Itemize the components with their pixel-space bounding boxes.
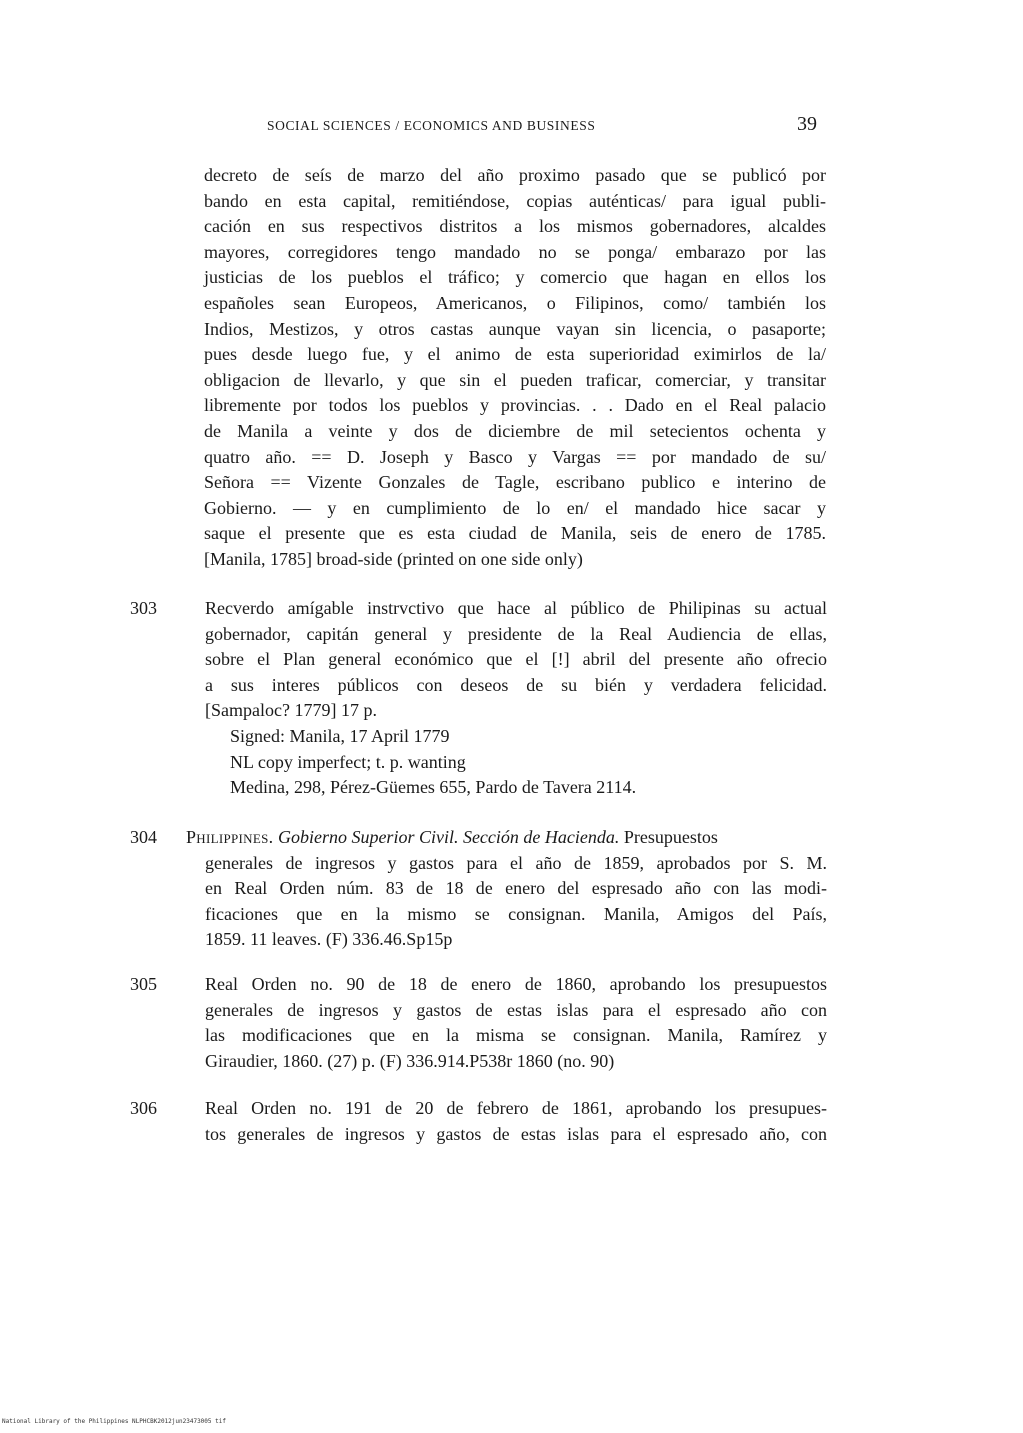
text-line: Indios, Mestizos, y otros castas aunque vayan sin licencia, o pasaporte; [204, 318, 826, 339]
text-line: obligacion de llevarlo, y que sin el pueden traficar, comerciar, y transitar [204, 369, 826, 390]
entry-heading-line [186, 825, 827, 851]
entry-303 [205, 596, 827, 801]
entry-305 [205, 972, 827, 1074]
text-line: saque el presente que es esta ciudad de Manila, seis de enero de 1785. [204, 523, 826, 544]
note-line: Medina, 298, Pérez-Güemes 655, Pardo de Tavera 2114. [230, 777, 637, 798]
text-line: generales de ingresos y gastos para el año de 1859, aprobados por S. M. [205, 852, 827, 873]
text-line: bando en esta capital, remitiéndose, copias auténticas/ para igual publi- [204, 190, 826, 211]
entry-304 [186, 825, 827, 851]
text-line: de Manila a veinte y dos de diciembre de mil setecientos ochenta y [204, 420, 826, 441]
call-number: (F) 336.914.P538r 1860 (no. 90) [379, 1050, 615, 1071]
entry-number: 305 [130, 974, 157, 994]
text-line: libremente por todos los pueblos y provincias. . . Dado en el Real palacio [204, 395, 826, 416]
note-line: Signed: Manila, 17 April 1779 [230, 725, 450, 746]
text-line: [Sampaloc? 1779] 17 p. [205, 700, 377, 721]
text-line: ficaciones que en la mismo se consignan. Manila, Amigos del País, [205, 903, 827, 924]
corporate-subheading: Gobierno Superior Civil. Sección de Hacienda. [277, 827, 620, 847]
text-line: cación en sus respectivos distritos a los mismos gobernadores, alcaldes [204, 216, 826, 237]
text-line: gobernador, capitán general y presidente de la Real Audiencia de ellas, [205, 623, 827, 644]
text-line: mayores, corregidores tengo mandado no se ponga/ embarazo por las [204, 241, 826, 262]
entry-306 [205, 1096, 827, 1147]
text-line: Señora == Vizente Gonzales de Tagle, escribano publico e interino de [204, 472, 826, 493]
imprint-text: Giraudier, 1860. (27) p. [205, 1050, 376, 1071]
imprint-line [205, 927, 827, 953]
imprint-line [205, 1049, 827, 1075]
page-number: 39 [797, 113, 817, 135]
text-line: Gobierno. — y en cumplimiento de lo en/ el mandado hice sacar y [204, 497, 826, 518]
text-line: Real Orden no. 90 de 18 de enero de 1860, aprobando los presupuestos [205, 974, 827, 994]
text-line: a sus interes públicos con deseos de su bién y verdadera felicidad. [205, 674, 827, 695]
text-line: [Manila, 1785] broad-side (printed on one side only) [204, 548, 583, 569]
text-line: en Real Orden núm. 83 de 18 de enero del espresado año con las modi- [205, 878, 827, 899]
running-head: SOCIAL SCIENCES / ECONOMICS AND BUSINESS [267, 118, 596, 133]
text-line: Recverdo amígable instrvctivo que hace al público de Philipinas su actual [205, 598, 827, 618]
text-line: las modificaciones que en la misma se consignan. Manila, Ramírez y [205, 1025, 827, 1046]
text-line: generales de ingresos y gastos de estas islas para el espresado año con [205, 999, 827, 1020]
text-line: quatro año. == D. Joseph y Basco y Vargas == por mandado de su/ [204, 446, 826, 467]
title-start: Presupuestos [623, 827, 718, 847]
entry-number: 306 [130, 1098, 157, 1118]
text-line: sobre el Plan general económico que el [!] abril del presente año ofrecio [205, 649, 827, 670]
scan-credit: National Library of the Philippines NLPHCBK2012jun23473005 tif [2, 1418, 226, 1425]
entry-304-body [205, 851, 827, 953]
text-line: justicias de los pueblos el tráfico; y comercio que hagan en ellos los [204, 267, 826, 288]
text-line: Real Orden no. 191 de 20 de febrero de 1861, aprobando los presupues- [205, 1098, 827, 1118]
text-line: tos generales de ingresos y gastos de estas islas para el espresado año, con [205, 1123, 827, 1144]
call-number: (F) 336.46.Sp15p [325, 929, 453, 950]
note-line: NL copy imperfect; t. p. wanting [230, 751, 466, 772]
text-line: decreto de seís de marzo del año proximo pasado que se publicó por [204, 165, 826, 185]
entry-302-continuation [204, 163, 826, 573]
entry-number: 304 [130, 827, 157, 847]
text-line: españoles sean Europeos, Americanos, o Filipinos, como/ también los [204, 292, 826, 313]
text-line: pues desde luego fue, y el animo de esta superioridad eximirlos de la/ [204, 344, 826, 365]
author-heading: Philippines. [186, 827, 274, 847]
entry-number: 303 [130, 598, 157, 618]
imprint-text: 1859. 11 leaves. [205, 929, 322, 950]
